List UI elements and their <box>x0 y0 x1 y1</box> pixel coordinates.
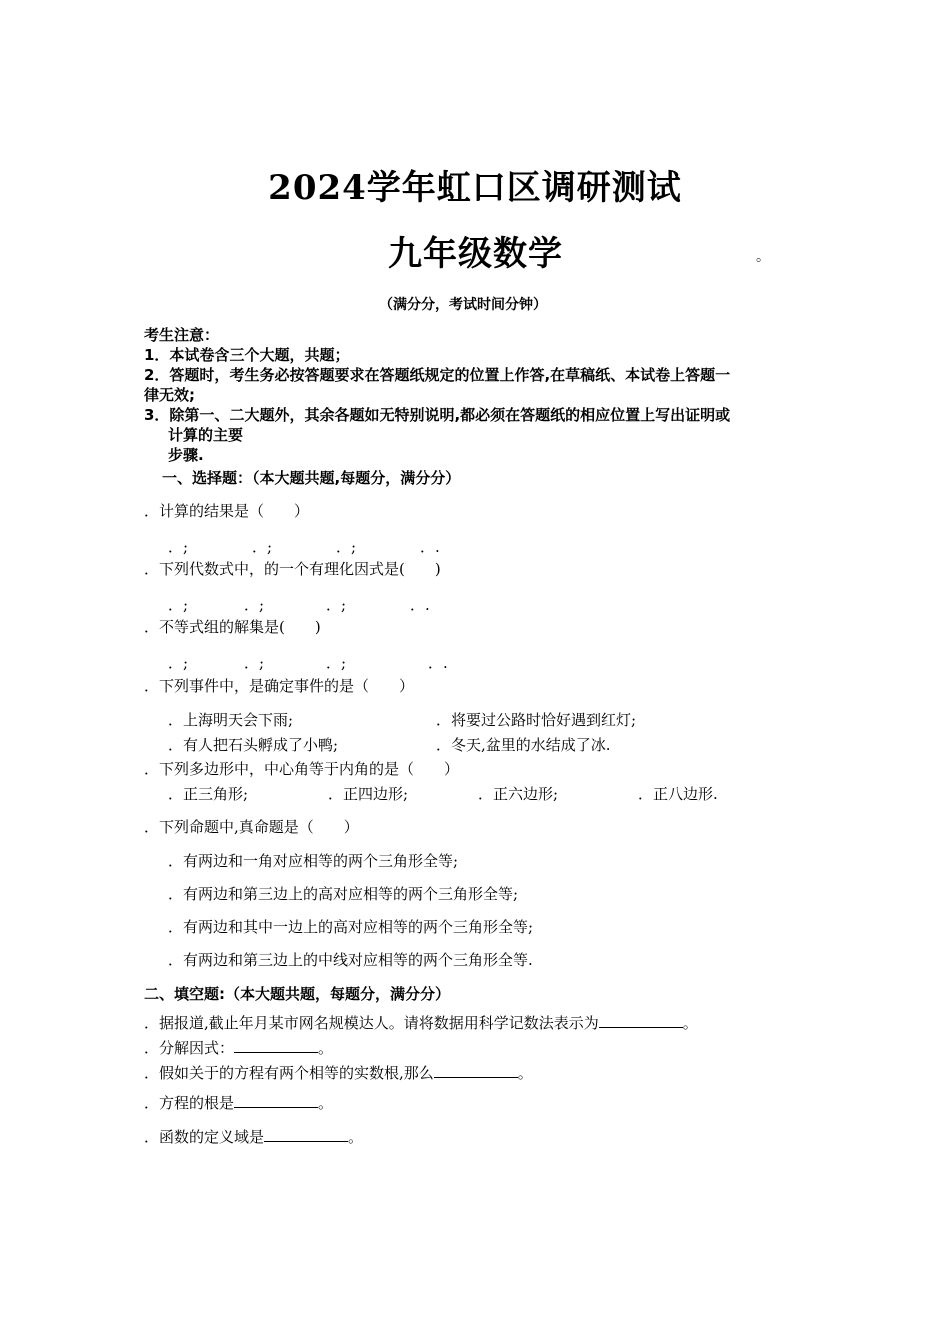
question-1-option-b: ．; <box>252 538 273 556</box>
question-4-option-c: ．有人把石头孵成了小鸭; <box>168 736 339 754</box>
notice-item-3a: 3．除第一、二大题外，其余各题如无特别说明,都必须在答题纸的相应位置上写出证明或 <box>144 406 731 424</box>
notice-item-1: 1．本试卷含三个大题，共题； <box>144 346 350 364</box>
notice-item-2a: 2．答题时，考生务必按答题要求在答题纸规定的位置上作答,在草稿纸、本试卷上答题一 <box>144 366 731 384</box>
question-10-blank <box>234 1106 318 1108</box>
question-4-option-b: ．将要过公路时恰好遇到红灯; <box>436 711 637 729</box>
exam-note: （满分分，考试时间分钟） <box>379 297 547 313</box>
question-4-option-a: ．上海明天会下雨; <box>168 711 294 729</box>
notice-heading: 考生注意： <box>144 326 220 344</box>
stray-mark: 。 <box>756 249 770 265</box>
question-1-option-d: ．. <box>420 538 440 556</box>
question-10-end: 。 <box>318 1094 334 1112</box>
question-10-text: ．方程的根是 <box>144 1094 235 1112</box>
question-7-text: ．据报道,截止年月某市网名规模达人。请将数据用科学记数法表示为 <box>144 1014 599 1032</box>
question-6-option-a: ．有两边和一角对应相等的两个三角形全等; <box>168 852 459 870</box>
question-11 <box>144 1126 363 1147</box>
question-8-text: ．分解因式： <box>144 1039 235 1057</box>
question-10 <box>144 1092 333 1113</box>
question-11-blank <box>264 1140 348 1142</box>
exam-subtitle: 九年级数学 <box>388 234 563 274</box>
question-5-option-c: ．正六边形; <box>478 785 559 803</box>
question-5-option-a: ．正三角形; <box>168 785 249 803</box>
question-2-stem: ．下列代数式中，的一个有理化因式是( ) <box>144 560 441 578</box>
question-3-option-c: ．; <box>326 654 347 672</box>
question-11-text: ．函数的定义域是 <box>144 1128 265 1146</box>
question-1-option-c: ．; <box>336 538 357 556</box>
question-2-option-c: ．; <box>326 596 347 614</box>
section1-heading: 一、选择题：（本大题共题,每题分，满分分） <box>162 469 461 487</box>
question-11-end: 。 <box>348 1128 364 1146</box>
question-1-stem: ．计算的结果是（ ） <box>144 502 310 520</box>
notice-item-3c: 步骤. <box>168 446 204 464</box>
question-7-end: 。 <box>682 1014 698 1032</box>
notice-item-2b: 律无效; <box>144 386 195 404</box>
question-7 <box>144 1012 698 1033</box>
question-5-stem: ．下列多边形中，中心角等于内角的是（ ） <box>144 760 460 778</box>
question-1-option-a: ．; <box>168 538 189 556</box>
question-5-option-b: ．正四边形; <box>328 785 409 803</box>
question-8 <box>144 1037 333 1058</box>
question-2-option-d: ．. <box>410 596 430 614</box>
section2-heading: 二、填空题:（本大题共题，每题分，满分分） <box>144 985 451 1003</box>
question-9-text: ．假如关于的方程有两个相等的实数根,那么 <box>144 1064 434 1082</box>
notice-item-3b: 计算的主要 <box>168 426 244 444</box>
question-6-option-d: ．有两边和第三边上的中线对应相等的两个三角形全等. <box>168 951 533 969</box>
question-4-option-d: ．冬天,盆里的水结成了冰. <box>436 736 611 754</box>
exam-title: 2024学年虹口区调研测试 <box>268 168 682 208</box>
question-3-stem: ．不等式组的解集是( ) <box>144 618 321 636</box>
question-4-stem: ．下列事件中，是确定事件的是（ ） <box>144 677 415 695</box>
question-8-end: 。 <box>318 1039 334 1057</box>
question-6-option-c: ．有两边和其中一边上的高对应相等的两个三角形全等; <box>168 918 534 936</box>
question-9-blank <box>434 1076 518 1078</box>
question-2-option-b: ．; <box>244 596 265 614</box>
question-8-blank <box>234 1051 318 1053</box>
question-6-option-b: ．有两边和第三边上的高对应相等的两个三角形全等; <box>168 885 519 903</box>
question-3-option-d: ．. <box>428 654 448 672</box>
question-9 <box>144 1062 533 1083</box>
question-6-stem: ．下列命题中,真命题是（ ） <box>144 818 359 836</box>
question-3-option-b: ．; <box>244 654 265 672</box>
question-3-option-a: ．; <box>168 654 189 672</box>
question-2-option-a: ．; <box>168 596 189 614</box>
question-5-option-d: ．正八边形. <box>638 785 718 803</box>
question-7-blank <box>599 1026 683 1028</box>
question-9-end: 。 <box>517 1064 533 1082</box>
